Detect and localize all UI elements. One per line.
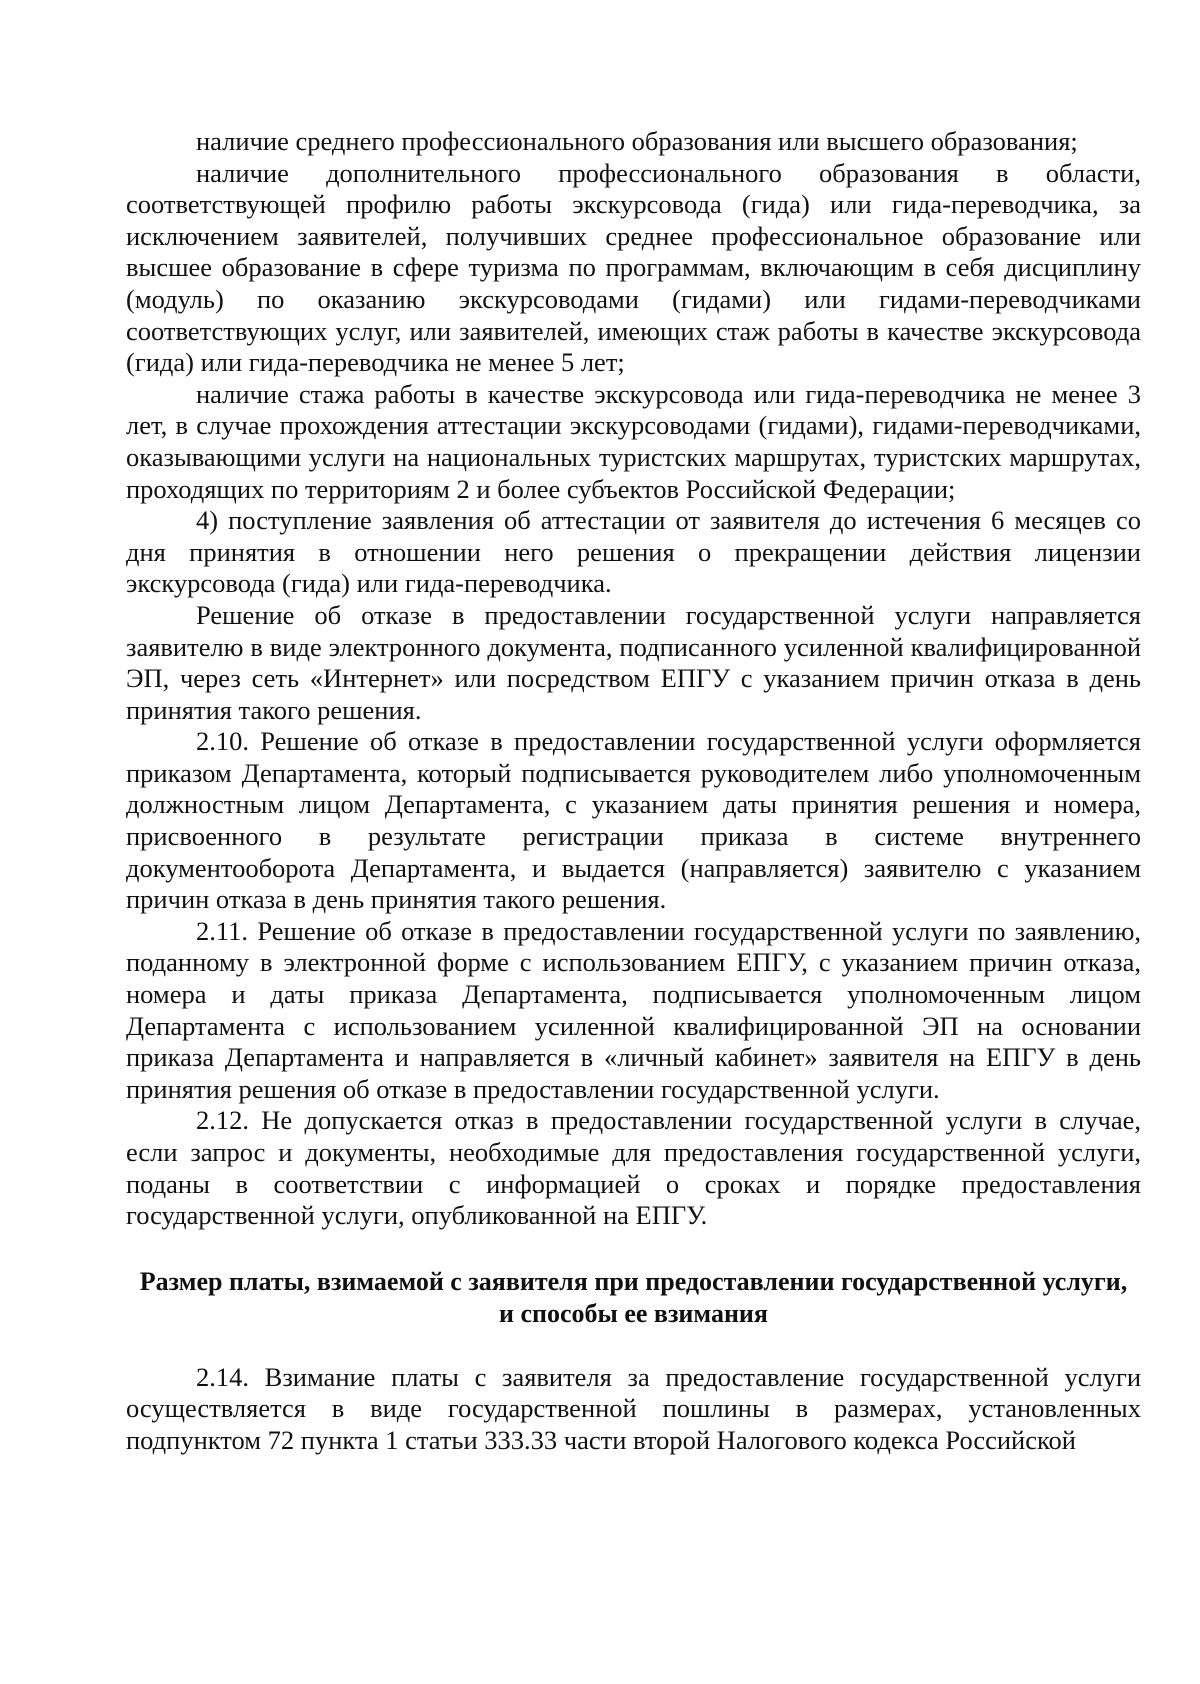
document-page [126, 126, 1141, 1457]
paragraph-2-11: 2.11. Решение об отказе в предоставлении государственной услуги по заявлению, поданному в электронной форме с использованием ЕПГУ, с указанием причин отказа, номера и даты приказа Департамента, подписывается уполномоченным лицом Департамента с использованием усиленной квалифицированной ЭП на основании приказа Департамента и направляется в «личный кабинет» заявителя на ЕПГУ в день принятия решения об отказе в предоставлении государственной услуги. [126, 915, 1141, 1104]
paragraph-2-10: 2.10. Решение об отказе в предоставлении государственной услуги оформляется приказом Департамента, который подписывается руководителем либо уполномоченным должностным лицом Департамента, с указанием даты принятия решения и номера, присвоенного в результате регистрации приказа в системе внутреннего документооборота Департамента, и выдается (направляется) заявителю с указанием причин отказа в день принятия такого решения. [126, 726, 1141, 915]
paragraph-2-12: 2.12. Не допускается отказ в предоставлении государственной услуги в случае, если запрос и документы, необходимые для предоставления государственной услуги, поданы в соответствии с информацией о сроках и порядке предоставления государственной услуги, опубликованной на ЕПГУ. [126, 1105, 1141, 1231]
paragraph-item-4: 4) поступление заявления об аттестации от заявителя до истечения 6 месяцев со дня принятия в отношении него решения о прекращении действия лицензии экскурсовода (гида) или гида-переводчика. [126, 505, 1141, 599]
paragraph-2-14: 2.14. Взимание платы с заявителя за предоставление государственной услуги осуществляется в виде государственной пошлины в размерах, установленных подпунктом 72 пункта 1 статьи 333.33 части второй Налогового кодекса Российской [126, 1361, 1141, 1455]
paragraph-work-experience: наличие стажа работы в качестве экскурсовода или гида-переводчика не менее 3 лет, в случае прохождения аттестации экскурсоводами (гидами), гидами-переводчиками, оказывающими услуги на национальных туристских маршрутах, туристских маршрутах, проходящих по территориям 2 и более субъектов Российской Федерации; [126, 378, 1141, 504]
section-heading-fee: Размер платы, взимаемой с заявителя при предоставлении государственной услуги, и способы ее взимания [139, 1266, 1128, 1328]
paragraph-education: наличие среднего профессионального образования или высшего образования; [196, 126, 1078, 156]
paragraph-refusal-notice: Решение об отказе в предоставлении государственной услуги направляется заявителю в виде электронного документа, подписанного усиленной квалифицированной ЭП, через сеть «Интернет» или посредством ЕПГУ с указанием причин отказа в день принятия такого решения. [126, 599, 1141, 725]
paragraph-additional-education: наличие дополнительного профессионального образования в области, соответствующей профилю работы экскурсовода (гида) или гида-переводчика, за исключением заявителей, получивших среднее профессиональное образование или высшее образование в сфере туризма по программам, включающим в себя дисциплину (модуль) по оказанию экскурсоводами (гидами) или гидами-переводчиками соответствующих услуг, или заявителей, имеющих стаж работы в качестве экскурсовода (гида) или гида-переводчика не менее 5 лет; [126, 157, 1141, 378]
